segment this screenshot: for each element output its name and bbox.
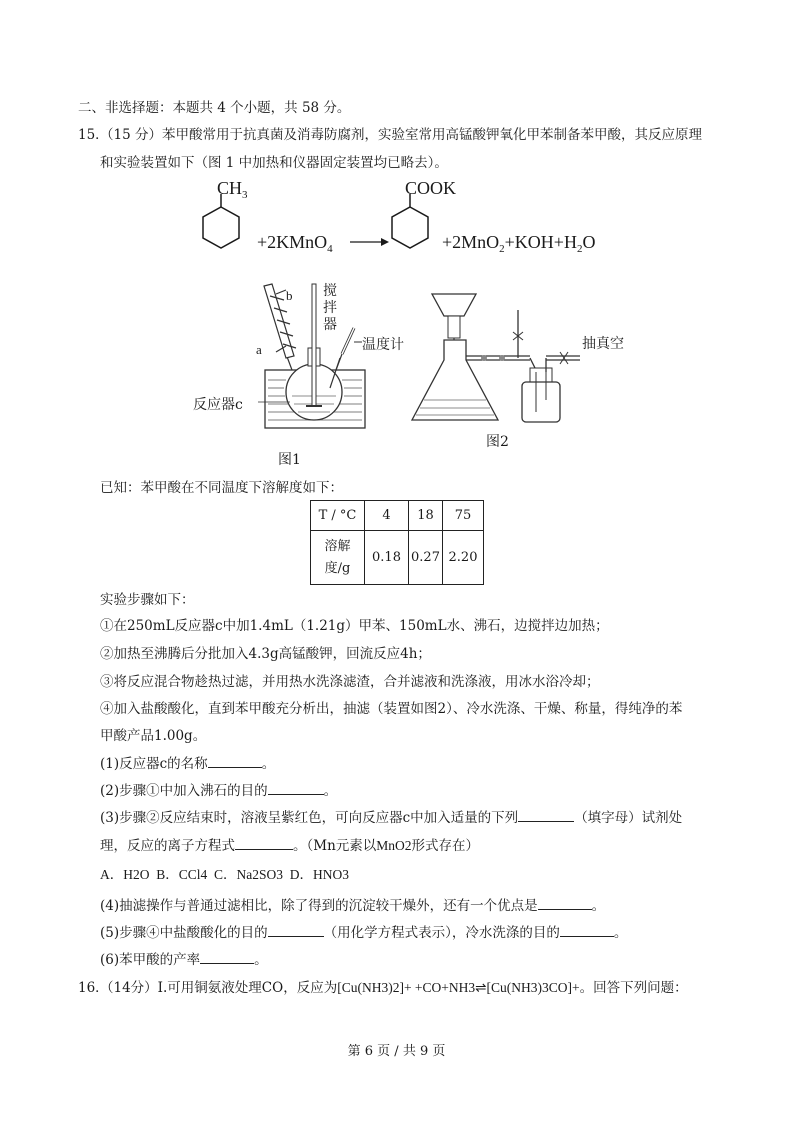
answer-blank[interactable] <box>518 808 574 822</box>
step-1: ①在250mL反应器c中加1.4mL（1.21g）甲苯、150mL水、沸石，边搅拌边加热； <box>100 618 609 634</box>
fig1-caption: 图1 <box>278 452 301 468</box>
sub-question-6 <box>100 948 268 968</box>
table-value: 2.20 <box>443 531 484 585</box>
answer-blank[interactable] <box>560 923 614 937</box>
figure-1-apparatus <box>190 278 405 468</box>
sub5-text-2: （用化学方程式表示），冷水洗涤的目的 <box>323 925 560 941</box>
sub1-text: (1)反应器c的名称 <box>100 756 208 772</box>
fig2-vacuum-label: 抽真空 <box>582 336 624 352</box>
sub-question-1 <box>100 752 275 772</box>
sub3-text-3: 理，反应的离子方程式 <box>100 838 235 854</box>
answer-blank[interactable] <box>538 896 592 910</box>
reaction-equation <box>195 172 665 272</box>
table-header-label: T / °C <box>311 501 365 531</box>
fig1-stirrer-label: 搅拌器 <box>323 283 337 333</box>
sub-question-3-line-1 <box>100 806 682 826</box>
sub4-end: 。 <box>591 898 606 914</box>
toluene-ch3: $CH_3$ <box>217 178 248 201</box>
q16-equation-right: [Cu(NH3)3CO]+ <box>486 980 580 995</box>
q16-equation-left: [Cu(NH3)2]+ +CO+NH3 <box>337 980 476 995</box>
step-2: ②加热至沸腾后分批加入4.3g高锰酸钾，回流反应4h； <box>100 646 431 662</box>
step-3: ③将反应混合物趁热过滤，并用热水洗涤滤渣，合并滤液和洗涤液，用冰水浴冷却； <box>100 674 600 690</box>
sub5-text: (5)步骤④中盐酸酸化的目的 <box>100 925 268 941</box>
answer-blank[interactable] <box>268 923 324 937</box>
products-text: $+2MnO_2+KOH+H_2O$ <box>442 232 596 255</box>
sub3-text: (3)步骤②反应结束时，溶液呈紫红色，可向反应器c中加入适量的下列 <box>100 810 519 826</box>
sub3-text-4: 。（Mn元素以 <box>293 838 377 854</box>
option-b[interactable]: B．CCl4 <box>156 867 208 882</box>
sub1-end: 。 <box>261 756 276 772</box>
mno2-formula: MnO2 <box>376 838 412 853</box>
table-row-label-2: 度/g <box>324 560 351 576</box>
option-d[interactable]: D．HNO3 <box>289 867 350 882</box>
steps-title: 实验步骤如下： <box>100 592 195 608</box>
product-cook: COOK <box>405 178 457 198</box>
fig1-reactor-label: 反应器c <box>193 397 243 413</box>
table-row-label <box>311 531 365 585</box>
option-a[interactable]: A．H2O <box>100 867 150 882</box>
fig1-thermometer-label: 温度计 <box>362 337 404 353</box>
fig2-caption: 图2 <box>486 434 509 450</box>
sub3-text-5: 形式存在） <box>411 838 480 854</box>
table-value: 0.27 <box>409 531 443 585</box>
table-value: 0.18 <box>365 531 409 585</box>
sub2-text: (2)步骤①中加入沸石的目的 <box>100 783 268 799</box>
answer-blank[interactable] <box>235 836 293 850</box>
section-title: 二、非选择题：本题共 4 个小题，共 58 分。 <box>78 100 351 116</box>
table-temp: 75 <box>443 501 484 531</box>
options-row <box>100 863 349 883</box>
answer-blank[interactable] <box>208 754 262 768</box>
reagent-kmno4: +2KMnO$_4$ <box>257 232 333 255</box>
sub-question-3-line-2 <box>100 834 479 854</box>
table-row-label-1: 溶解 <box>324 538 351 554</box>
q15-intro-1: （15 分）苯甲酸常用于抗真菌及消毒防腐剂，实验室常用高锰酸钾氧化甲苯制备苯甲酸，其反应原理 <box>100 127 702 143</box>
q16-number: 16． <box>78 980 109 996</box>
q16-line <box>100 976 688 996</box>
toluene-ring <box>203 194 239 248</box>
step-4-line-1: ④加入盐酸酸化，直到苯甲酸充分析出，抽滤（装置如图2）、冷水洗涤、干燥、称量，得纯净的苯 <box>100 701 683 717</box>
equilibrium-arrow-icon: ⇌ <box>475 980 487 995</box>
sub4-text: (4)抽滤操作与普通过滤相比，除了得到的沉淀较干燥外，还有一个优点是 <box>100 898 538 914</box>
sub-question-2 <box>100 779 337 799</box>
sub-question-4 <box>100 894 605 914</box>
q15-number: 15． <box>78 127 109 143</box>
sub6-end: 。 <box>254 952 268 968</box>
q16-text: （14分）I.可用铜氨液处理CO，反应为 <box>100 980 338 996</box>
page-footer: 第 6 页 / 共 9 页 <box>347 1044 446 1059</box>
figure-2-suction-filtration <box>410 288 650 458</box>
step-4-line-2: 甲酸产品1.00g。 <box>100 728 207 744</box>
q15-intro-2: 和实验装置如下（图 1 中加热和仪器固定装置均已略去）。 <box>100 155 448 171</box>
sub5-end: 。 <box>613 925 628 941</box>
table-temp: 18 <box>409 501 443 531</box>
solubility-table <box>310 500 484 585</box>
known-text: 已知：苯甲酸在不同温度下溶解度如下： <box>100 480 343 496</box>
benzoate-ring <box>392 194 428 248</box>
sub3-text-2: （填字母）试剂处 <box>574 810 683 826</box>
answer-blank[interactable] <box>200 950 254 964</box>
sub6-text: (6)苯甲酸的产率 <box>100 952 201 968</box>
sub-question-5 <box>100 921 627 941</box>
sub2-end: 。 <box>323 783 338 799</box>
fig1-label-b: b <box>286 288 293 303</box>
option-c[interactable]: C．Na2SO3 <box>214 867 284 882</box>
table-temp: 4 <box>365 501 409 531</box>
answer-blank[interactable] <box>268 781 324 795</box>
q16-text-end: 。回答下列问题： <box>579 980 688 996</box>
fig1-label-a: a <box>256 342 262 357</box>
